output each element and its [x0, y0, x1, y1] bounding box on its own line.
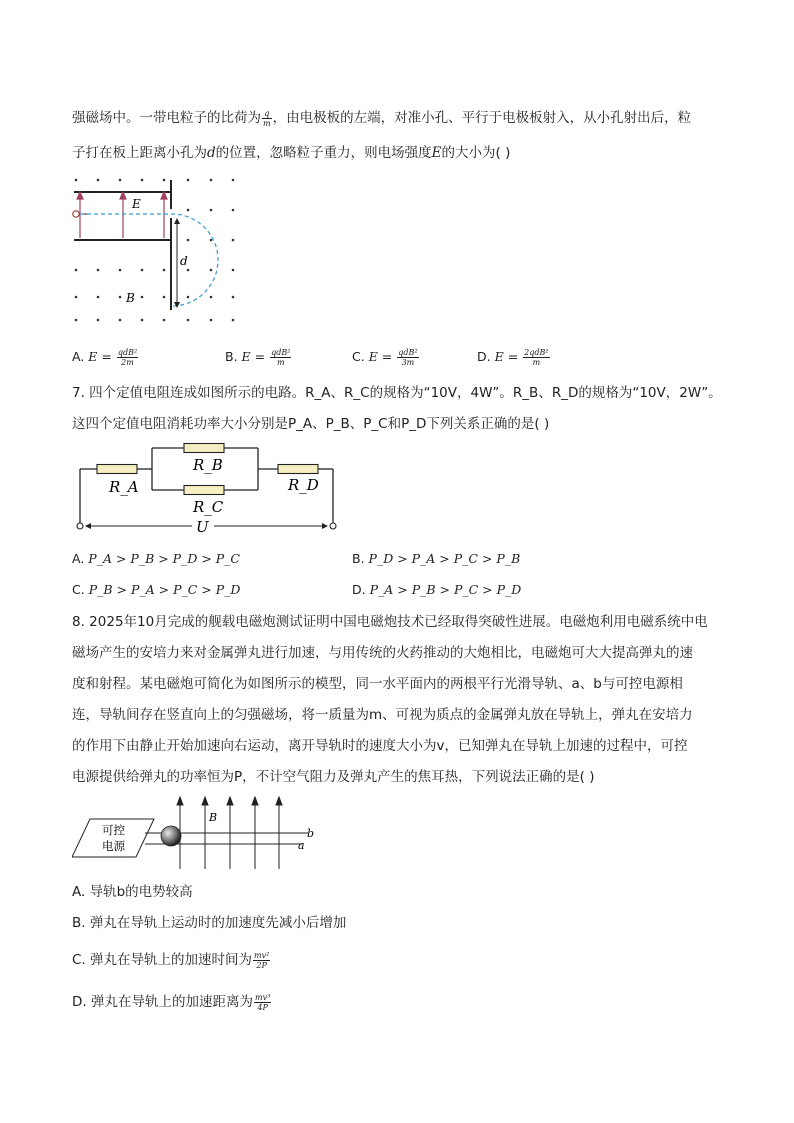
field-dot: [210, 179, 213, 182]
q8-option-a[interactable]: A. 导轨b的电势较高: [72, 884, 193, 900]
option-num: mv²: [254, 950, 270, 960]
particle-source: [73, 211, 79, 217]
field-dot: [97, 269, 100, 272]
option-den: 4P: [257, 1002, 268, 1012]
field-dot: [187, 179, 190, 182]
q6-option-d[interactable]: [477, 347, 551, 367]
q6-option-b[interactable]: [225, 347, 292, 367]
q6-symbol-E: E: [431, 145, 442, 161]
d-arrow-top: [174, 218, 180, 224]
option-label: A.: [72, 551, 85, 566]
particle-trajectory: [80, 214, 218, 306]
q7-option-d[interactable]: [352, 580, 521, 600]
option-fraction: [253, 951, 270, 970]
field-dot: [141, 319, 144, 322]
option-text: C. 弹丸在导轨上的加速时间为: [72, 952, 253, 968]
q6-ratio-fraction: [262, 109, 272, 128]
terminal-right: [330, 523, 336, 529]
option-lhs: E =: [88, 349, 112, 364]
electric-field-arrows: [77, 192, 167, 238]
field-dot: [119, 269, 122, 272]
q6-option-a[interactable]: [72, 347, 139, 367]
field-dot: [119, 319, 122, 322]
q6-ratio-den: m: [263, 118, 271, 128]
option-lhs: E =: [241, 349, 266, 364]
resistor-RD: [278, 465, 318, 474]
field-dot: [232, 239, 235, 242]
option-text: D. 弹丸在导轨上的加速距离为: [72, 994, 253, 1010]
field-dot: [210, 296, 213, 299]
voltage-arrow-right: [322, 523, 328, 529]
q6-line2-text-b: 的位置，忽略粒子重力，则电场强度: [215, 145, 432, 161]
q7-option-c[interactable]: [72, 580, 240, 600]
option-num: 2qdB²: [524, 348, 549, 357]
option-label: A.: [72, 349, 85, 364]
option-num: mv³: [254, 992, 271, 1002]
fig-label-d: d: [180, 254, 188, 268]
q8-line-2: 磁场产生的安培力来对金属弹丸进行加速，与用传统的火药推动的大炮相比，电磁炮可大大提高弹丸的速: [72, 645, 693, 661]
option-label: D.: [477, 349, 491, 364]
q6-line1-text-a: 强磁场中。一带电粒子的比荷为: [72, 110, 261, 126]
field-dot: [75, 296, 78, 299]
field-dot: [210, 319, 213, 322]
label-RC: R_C: [193, 498, 224, 516]
field-dot: [232, 319, 235, 322]
field-dot: [75, 179, 78, 182]
field-dot: [232, 296, 235, 299]
option-label: D.: [352, 582, 366, 597]
label-RA: R_A: [109, 478, 139, 496]
resistor-RB: [184, 444, 224, 453]
option-text: P_A > P_B > P_C > P_D: [369, 582, 522, 597]
option-label: B.: [225, 349, 238, 364]
metal-projectile: [161, 826, 181, 846]
field-dot: [75, 319, 78, 322]
field-dot: [210, 239, 213, 242]
voltage-arrow-left: [85, 523, 91, 529]
option-fraction: [117, 348, 138, 367]
label-a: a: [298, 839, 305, 852]
field-dot: [232, 179, 235, 182]
option-text: P_B > P_A > P_C > P_D: [88, 582, 241, 597]
label-b: b: [307, 827, 315, 840]
power-source-label-1: 可控: [102, 823, 125, 837]
option-fraction: [270, 348, 291, 367]
q6-line2-text-c: 的大小为( ): [441, 145, 511, 161]
option-fraction: [254, 993, 271, 1012]
q7-option-a[interactable]: [72, 549, 240, 569]
field-dot: [163, 319, 166, 322]
resistor-RC: [184, 486, 224, 495]
option-den: m: [532, 358, 541, 367]
q6-symbol-d: d: [207, 145, 216, 161]
q6-option-c[interactable]: [352, 347, 420, 367]
option-lhs: E =: [494, 349, 519, 364]
label-B: B: [209, 811, 218, 824]
option-label: C.: [352, 349, 365, 364]
field-dot: [163, 269, 166, 272]
field-dot: [232, 209, 235, 212]
field-dot: [163, 296, 166, 299]
magnetic-field-dots: [75, 179, 235, 322]
option-fraction: [523, 348, 549, 367]
option-den: 2P: [256, 960, 267, 970]
q7-line-1: 7. 四个定值电阻连成如图所示的电路。R_A、R_C的规格为“10V，4W”。R_B、R_D的规格为“10V，2W”。: [72, 385, 722, 401]
q7-line-2: 这四个定值电阻消耗功率大小分别是P_A、P_B、P_C和P_D下列关系正确的是( ): [72, 416, 550, 432]
field-dot: [119, 296, 122, 299]
q8-line-1: 8. 2025年10月完成的舰载电磁炮测试证明中国电磁炮技术已经取得突破性进展。电磁炮利用电磁系统中电: [72, 614, 708, 630]
resistor-RA: [97, 465, 137, 474]
q8-line-4: 连，导轨间存在竖直向上的匀强磁场，将一质量为m、可视为质点的金属弹丸放在导轨上，弹丸在安培力: [72, 707, 693, 723]
field-dot: [232, 269, 235, 272]
option-label: B.: [352, 551, 365, 566]
field-dot: [97, 296, 100, 299]
field-dot: [187, 269, 190, 272]
field-dot: [210, 269, 213, 272]
field-dot: [187, 239, 190, 242]
q8-line-6: 电源提供给弹丸的功率恒为P，不计空气阻力及弹丸产生的焦耳热，下列说法正确的是( ): [72, 769, 595, 785]
label-RB: R_B: [193, 456, 223, 474]
q6-ratio-num: q: [262, 109, 272, 119]
option-num: qdB²: [398, 348, 418, 357]
field-dot: [187, 209, 190, 212]
field-dot: [97, 319, 100, 322]
option-lhs: E =: [368, 349, 393, 364]
q6-line-1: [72, 108, 691, 128]
field-dot: [75, 269, 78, 272]
q6-line2-text-a: 子打在板上距离小孔为: [72, 145, 207, 161]
option-text: P_D > P_A > P_C > P_B: [368, 551, 521, 566]
field-dot: [187, 296, 190, 299]
field-dot: [141, 179, 144, 182]
q7-option-b[interactable]: [352, 549, 520, 569]
q7-circuit-figure: [72, 440, 342, 540]
q8-line-3: 度和射程。某电磁炮可简化为如图所示的模型，同一水平面内的两根平行光滑导轨、a、b与可控电源相: [72, 676, 683, 692]
field-dot: [163, 179, 166, 182]
option-den: m: [276, 358, 285, 367]
q6-line-2: [72, 143, 510, 163]
option-fraction: [397, 348, 418, 367]
option-num: qdB²: [271, 348, 291, 357]
label-U: U: [196, 518, 209, 536]
power-source-label-2: 电源: [102, 839, 125, 853]
q8-railgun-figure: [72, 793, 322, 871]
q8-line-5: 的作用下由静止开始加速向右运动，离开导轨时的速度大小为v，已知弹丸在导轨上加速的过程中，可控: [72, 738, 688, 754]
q8-option-b[interactable]: B. 弹丸在导轨上运动时的加速度先减小后增加: [72, 915, 347, 931]
q6-line1-text-b: ，由电极板的左端，对准小孔、平行于电极板射入，从小孔射出后，粒: [272, 110, 692, 126]
field-dot: [210, 209, 213, 212]
q8-option-c[interactable]: [72, 950, 271, 970]
field-dot: [141, 269, 144, 272]
option-den: 3m: [401, 358, 415, 367]
label-RD: R_D: [288, 476, 319, 494]
option-num: qdB²: [117, 348, 138, 357]
fig-label-B: B: [126, 291, 135, 305]
fig-label-E: E: [132, 197, 141, 211]
q6-figure: [66, 172, 246, 327]
field-dot: [97, 179, 100, 182]
d-arrow-bottom: [174, 302, 180, 308]
option-den: 2m: [121, 358, 134, 367]
field-dot: [187, 319, 190, 322]
q8-option-d[interactable]: [72, 992, 272, 1012]
field-dot: [119, 179, 122, 182]
option-text: P_A > P_B > P_D > P_C: [88, 551, 240, 566]
option-label: C.: [72, 582, 85, 597]
terminal-left: [77, 523, 83, 529]
field-dot: [141, 296, 144, 299]
